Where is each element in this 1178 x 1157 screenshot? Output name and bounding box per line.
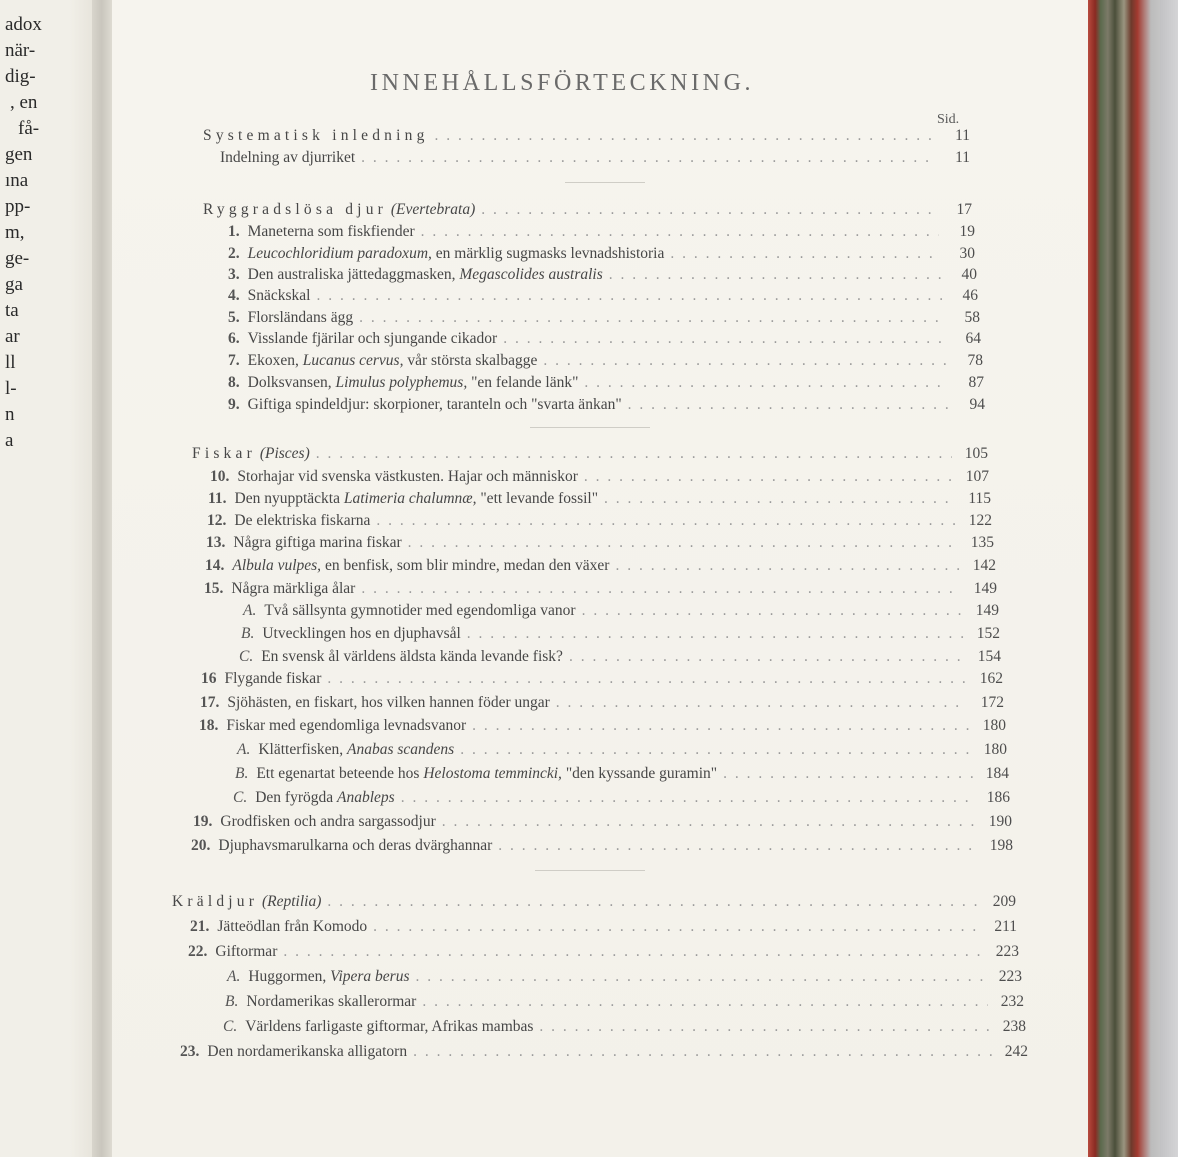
toc-title xyxy=(248,223,415,241)
toc-leader-dots xyxy=(584,374,948,392)
toc-title-part: Två sällsynta gymnotider med egendomliga vanor xyxy=(264,602,576,619)
toc-title-part: Latimeria chalumnæ, xyxy=(343,490,477,507)
toc-leader-dots xyxy=(401,789,974,807)
toc-title-part: "den kyssande guramin" xyxy=(561,765,718,782)
toc-title-part: Albula vulpes, xyxy=(232,557,322,574)
toc-chapter-number: 20. xyxy=(191,837,211,854)
toc-title xyxy=(248,374,579,392)
toc-title xyxy=(248,352,538,370)
page-column-label: Sid. xyxy=(937,112,960,127)
toc-leader-dots xyxy=(316,445,952,463)
toc-leader-dots xyxy=(498,837,977,855)
toc-page-number: 223 xyxy=(998,968,1022,985)
toc-leader-dots xyxy=(584,468,953,486)
toc-title-part: Den australiska jättedaggmasken, xyxy=(247,266,460,283)
toc-page-number: 154 xyxy=(977,648,1001,665)
toc-entry xyxy=(228,266,977,284)
toc-leader-dots xyxy=(435,127,934,145)
toc-page-number: 19 xyxy=(959,223,975,240)
toc-page-number: 11 xyxy=(955,149,970,166)
toc-title-part: Anableps xyxy=(337,789,395,806)
toc-title xyxy=(233,534,401,552)
toc-page-number: 115 xyxy=(968,490,991,507)
toc-subsection-letter: A. xyxy=(237,741,251,758)
toc-entry xyxy=(207,512,992,530)
toc-title xyxy=(225,670,322,688)
toc-page-number: 186 xyxy=(986,789,1010,806)
toc-page-number: 172 xyxy=(980,694,1004,711)
toc-entry xyxy=(227,968,1022,986)
toc-entry xyxy=(239,648,1001,666)
toc-leader-dots xyxy=(361,580,961,598)
toc-entry xyxy=(210,468,989,486)
section-divider xyxy=(535,870,645,871)
toc-title-part: Grodfisken och andra sargassodjur xyxy=(220,813,436,830)
toc-page-number: 190 xyxy=(988,813,1012,830)
toc-title xyxy=(258,741,454,759)
toc-title xyxy=(234,512,370,530)
left-page-fragment: ge- xyxy=(5,248,30,269)
toc-leader-dots xyxy=(421,223,939,241)
toc-title xyxy=(172,893,321,911)
toc-entry xyxy=(203,201,972,219)
toc-title xyxy=(248,266,603,284)
toc-title xyxy=(237,468,578,486)
toc-chapter-number: 11. xyxy=(208,490,227,507)
left-page-fragment: a xyxy=(5,430,14,451)
toc-title-part: Vipera berus xyxy=(330,968,410,985)
toc-entry xyxy=(228,396,985,414)
toc-title xyxy=(248,330,498,348)
left-page-fragment: m, xyxy=(5,222,25,243)
toc-title-part: De elektriska fiskarna xyxy=(234,512,371,529)
toc-chapter-number: 8. xyxy=(228,374,240,391)
toc-chapter-number: 23. xyxy=(180,1043,200,1060)
toc-page-number: 238 xyxy=(1002,1018,1026,1035)
left-page-fragment: när- xyxy=(5,40,36,61)
toc-title xyxy=(248,968,409,986)
toc-leader-dots xyxy=(442,813,976,831)
toc-entry xyxy=(228,330,981,348)
toc-leader-dots xyxy=(373,918,981,936)
toc-title-part: Fiskar xyxy=(192,445,256,462)
toc-title-part: Visslande fjärilar och sjungande cikador xyxy=(247,330,498,347)
toc-entry xyxy=(228,374,984,392)
toc-entry xyxy=(191,837,1013,855)
section-divider xyxy=(565,182,645,183)
toc-title xyxy=(207,1043,407,1061)
toc-page-number: 198 xyxy=(989,837,1013,854)
toc-chapter-number: 6. xyxy=(228,330,240,347)
toc-page-number: 30 xyxy=(959,245,975,262)
toc-title-part: Klätterfisken, xyxy=(258,741,348,758)
toc-page-number: 11 xyxy=(955,127,970,144)
toc-page-number: 184 xyxy=(985,765,1009,782)
toc-page-number: 107 xyxy=(965,468,989,485)
toc-title-part: Världens farligaste giftormar, Afrikas mambas xyxy=(245,1018,534,1035)
toc-subsection-letter: C. xyxy=(223,1018,238,1035)
toc-title-part: Flygande fiskar xyxy=(224,670,322,687)
toc-chapter-number: 13. xyxy=(206,534,226,551)
toc-page-number: 135 xyxy=(970,534,994,551)
toc-page-number: 242 xyxy=(1004,1043,1028,1060)
toc-title xyxy=(235,490,599,508)
toc-chapter-number: 21. xyxy=(190,918,210,935)
toc-leader-dots xyxy=(723,765,973,783)
toc-title xyxy=(261,648,563,666)
toc-entry xyxy=(204,580,997,598)
toc-title xyxy=(231,580,355,598)
toc-page-number: 105 xyxy=(964,445,988,462)
toc-leader-dots xyxy=(327,893,980,911)
toc-chapter-number: 15. xyxy=(204,580,224,597)
toc-title xyxy=(256,765,717,783)
toc-title-part: Maneterna som fiskfiender xyxy=(247,223,415,240)
left-page-fragment: , en xyxy=(10,92,38,113)
toc-title-part: (Pisces) xyxy=(255,445,310,462)
toc-leader-dots xyxy=(615,557,960,575)
toc-page-number: 223 xyxy=(995,943,1019,960)
toc-entry xyxy=(237,741,1007,759)
toc-leader-dots xyxy=(628,396,949,414)
toc-title xyxy=(264,602,575,620)
toc-entry xyxy=(206,534,994,552)
toc-title xyxy=(226,717,466,735)
toc-title-part: "en felande länk" xyxy=(467,374,579,391)
toc-title-part: "ett levande fossil" xyxy=(476,490,599,507)
toc-entry xyxy=(225,993,1024,1011)
toc-subsection-letter: B. xyxy=(225,993,239,1010)
toc-title xyxy=(220,149,355,167)
toc-chapter-number: 5. xyxy=(228,309,240,326)
toc-leader-dots xyxy=(609,266,941,284)
toc-entry xyxy=(201,670,1003,688)
toc-chapter-number: 10. xyxy=(210,468,230,485)
toc-title-part: En svensk ål världens äldsta kända levande fisk? xyxy=(261,648,563,665)
toc-leader-dots xyxy=(283,943,983,961)
toc-entry xyxy=(208,490,991,508)
toc-title-part: Leucochloridium paradoxum, xyxy=(247,245,432,262)
toc-leader-dots xyxy=(316,287,942,305)
toc-entry xyxy=(228,245,975,263)
toc-chapter-number: 17. xyxy=(200,694,220,711)
toc-title xyxy=(246,993,416,1011)
toc-entry xyxy=(193,813,1012,831)
toc-title xyxy=(192,445,310,463)
toc-page-number: 152 xyxy=(976,625,1000,642)
toc-page-number: 211 xyxy=(994,918,1017,935)
left-page-fragment: gen xyxy=(5,144,33,165)
toc-subsection-letter: C. xyxy=(233,789,248,806)
toc-title-part: Några giftiga marina fiskar xyxy=(233,534,402,551)
toc-title-part: Nordamerikas skallerormar xyxy=(246,993,417,1010)
toc-chapter-number: 22. xyxy=(188,943,208,960)
toc-page-number: 162 xyxy=(979,670,1003,687)
toc-leader-dots xyxy=(408,534,958,552)
toc-title-part: Indelning av djurriket xyxy=(220,149,356,166)
toc-title xyxy=(248,245,665,263)
left-page-fragment: ta xyxy=(5,300,19,321)
toc-title xyxy=(262,625,460,643)
toc-title xyxy=(227,694,549,712)
toc-page-number: 180 xyxy=(982,717,1006,734)
toc-title-part: Limulus polyphemus, xyxy=(335,374,468,391)
toc-entry xyxy=(235,765,1009,783)
toc-chapter-number: 19. xyxy=(193,813,213,830)
toc-title-part: Den fyrögda xyxy=(255,789,337,806)
toc-leader-dots xyxy=(359,309,944,327)
toc-entry xyxy=(228,309,980,327)
toc-entry xyxy=(233,789,1010,807)
left-page-fragment: dig- xyxy=(5,66,36,87)
toc-leader-dots xyxy=(361,149,934,167)
toc-title xyxy=(217,918,367,936)
toc-title xyxy=(255,789,394,807)
toc-leader-dots xyxy=(472,717,970,735)
left-page-fragment: adox xyxy=(5,14,42,35)
toc-subsection-letter: B. xyxy=(241,625,255,642)
toc-title xyxy=(248,309,353,327)
toc-leader-dots xyxy=(467,625,964,643)
toc-leader-dots xyxy=(422,993,988,1011)
toc-entry xyxy=(180,1043,1028,1061)
toc-entry xyxy=(228,287,978,305)
toc-title-part: en märklig sugmasks levnadshistoria xyxy=(431,245,665,262)
toc-entry xyxy=(228,352,983,370)
toc-leader-dots xyxy=(481,201,936,219)
toc-entry xyxy=(192,445,988,463)
toc-title-part: Storhajar vid svenska västkusten. Hajar och människor xyxy=(237,468,578,485)
toc-leader-dots xyxy=(376,512,956,530)
toc-title-part: Lucanus cervus, xyxy=(302,352,404,369)
toc-leader-dots xyxy=(582,602,963,620)
toc-leader-dots xyxy=(670,245,939,263)
toc-page-number: 149 xyxy=(973,580,997,597)
toc-subsection-letter: A. xyxy=(227,968,241,985)
toc-title-part: Snäckskal xyxy=(247,287,311,304)
toc-leader-dots xyxy=(416,968,987,986)
toc-title-part: Några märkliga ålar xyxy=(231,580,356,597)
toc-title xyxy=(248,287,311,305)
toc-title-part: Megascolides australis xyxy=(459,266,603,283)
toc-title xyxy=(215,943,277,961)
toc-title-part: (Evertebrata) xyxy=(387,201,476,218)
section-divider xyxy=(530,427,650,428)
toc-leader-dots xyxy=(503,330,945,348)
toc-chapter-number: 4. xyxy=(228,287,240,304)
toc-title-part: en benfisk, som blir mindre, medan den växer xyxy=(321,557,610,574)
toc-leader-dots xyxy=(543,352,947,370)
left-page-fragment: få- xyxy=(18,118,40,139)
toc-chapter-number: 9. xyxy=(228,396,240,413)
left-page-fragment: n xyxy=(5,404,15,425)
left-page-fragment: ına xyxy=(5,170,29,191)
toc-title-part: Jätteödlan från Komodo xyxy=(217,918,368,935)
toc-page-number: 87 xyxy=(968,374,984,391)
toc-page-number: 78 xyxy=(967,352,983,369)
toc-title-part: Huggormen, xyxy=(248,968,331,985)
left-page-fragment: ll xyxy=(5,352,16,373)
toc-title xyxy=(203,127,429,145)
toc-title xyxy=(248,396,622,414)
toc-page-number: 232 xyxy=(1000,993,1024,1010)
toc-chapter-number: 16 xyxy=(201,670,217,687)
toc-title xyxy=(232,557,609,575)
toc-page-number: 58 xyxy=(964,309,980,326)
toc-entry xyxy=(203,127,970,145)
toc-entry xyxy=(200,694,1004,712)
toc-page-number: 180 xyxy=(983,741,1007,758)
toc-entry xyxy=(205,557,996,575)
toc-title-part: Systematisk inledning xyxy=(203,127,429,144)
left-page-fragment: ar xyxy=(5,326,20,347)
toc-title-part: Ryggradslösa djur xyxy=(203,201,388,218)
toc-page-number: 17 xyxy=(956,201,972,218)
toc-page-number: 40 xyxy=(961,266,977,283)
toc-chapter-number: 12. xyxy=(207,512,227,529)
toc-chapter-number: 7. xyxy=(228,352,240,369)
toc-title xyxy=(203,201,475,219)
toc-chapter-number: 14. xyxy=(205,557,225,574)
toc-chapter-number: 3. xyxy=(228,266,240,283)
toc-page-number: 142 xyxy=(972,557,996,574)
toc-chapter-number: 18. xyxy=(199,717,219,734)
toc-leader-dots xyxy=(569,648,965,666)
toc-title-part: vår största skalbagge xyxy=(403,352,538,369)
toc-leader-dots xyxy=(460,741,971,759)
toc-entry xyxy=(243,602,999,620)
toc-page-number: 46 xyxy=(962,287,978,304)
toc-page-number: 94 xyxy=(969,396,985,413)
toc-leader-dots xyxy=(604,490,955,508)
cloth-binding xyxy=(1160,0,1178,1157)
toc-entry xyxy=(220,149,970,167)
toc-title xyxy=(245,1018,533,1036)
toc-title-part: Helostoma temmincki, xyxy=(423,765,562,782)
toc-leader-dots xyxy=(413,1043,992,1061)
toc-title-part: Utvecklingen hos en djuphavsål xyxy=(262,625,461,642)
toc-leader-dots xyxy=(556,694,968,712)
toc-title-part: Djuphavsmarulkarna och deras dvärghannar xyxy=(218,837,493,854)
toc-chapter-number: 1. xyxy=(228,223,240,240)
toc-entry xyxy=(199,717,1006,735)
toc-chapter-number: 2. xyxy=(228,245,240,262)
toc-title-part: Fiskar med egendomliga levnadsvanor xyxy=(226,717,467,734)
toc-entry xyxy=(228,223,975,241)
toc-entry xyxy=(190,918,1017,936)
toc-title xyxy=(218,837,492,855)
toc-title-part: Kräldjur xyxy=(172,893,259,910)
toc-title-part: (Reptilia) xyxy=(258,893,322,910)
left-page-fragment: l- xyxy=(5,378,17,399)
left-page-fragment: ga xyxy=(5,274,23,295)
toc-leader-dots xyxy=(327,670,967,688)
toc-page-number: 64 xyxy=(965,330,981,347)
toc-subsection-letter: A. xyxy=(243,602,257,619)
toc-title-part: Florsländans ägg xyxy=(247,309,354,326)
page-title: INNEHÅLLSFÖRTECKNING. xyxy=(370,70,755,96)
toc-entry xyxy=(188,943,1019,961)
toc-title-part: Giftiga spindeldjur: skorpioner, taranteln och "svarta änkan" xyxy=(247,396,622,413)
left-page-fragment: pp- xyxy=(5,196,31,217)
toc-title-part: Den nordamerikanska alligatorn xyxy=(207,1043,408,1060)
toc-title-part: Ett egenartat beteende hos xyxy=(256,765,424,782)
toc-title-part: Sjöhästen, en fiskart, hos vilken hannen föder ungar xyxy=(227,694,550,711)
toc-entry xyxy=(241,625,1000,643)
toc-subsection-letter: B. xyxy=(235,765,249,782)
toc-leader-dots xyxy=(539,1018,990,1036)
toc-page-number: 209 xyxy=(992,893,1016,910)
toc-title-part: Ekoxen, xyxy=(247,352,303,369)
toc-title-part: Anabas scandens xyxy=(347,741,455,758)
toc-subsection-letter: C. xyxy=(239,648,254,665)
toc-page-number: 122 xyxy=(968,512,992,529)
toc-entry xyxy=(223,1018,1026,1036)
toc-page-number: 149 xyxy=(975,602,999,619)
toc-title xyxy=(220,813,435,831)
toc-title-part: Giftormar xyxy=(215,943,278,960)
toc-entry xyxy=(172,893,1016,911)
toc-title-part: Dolksvansen, xyxy=(247,374,336,391)
toc-title-part: Den nyupptäckta xyxy=(234,490,344,507)
